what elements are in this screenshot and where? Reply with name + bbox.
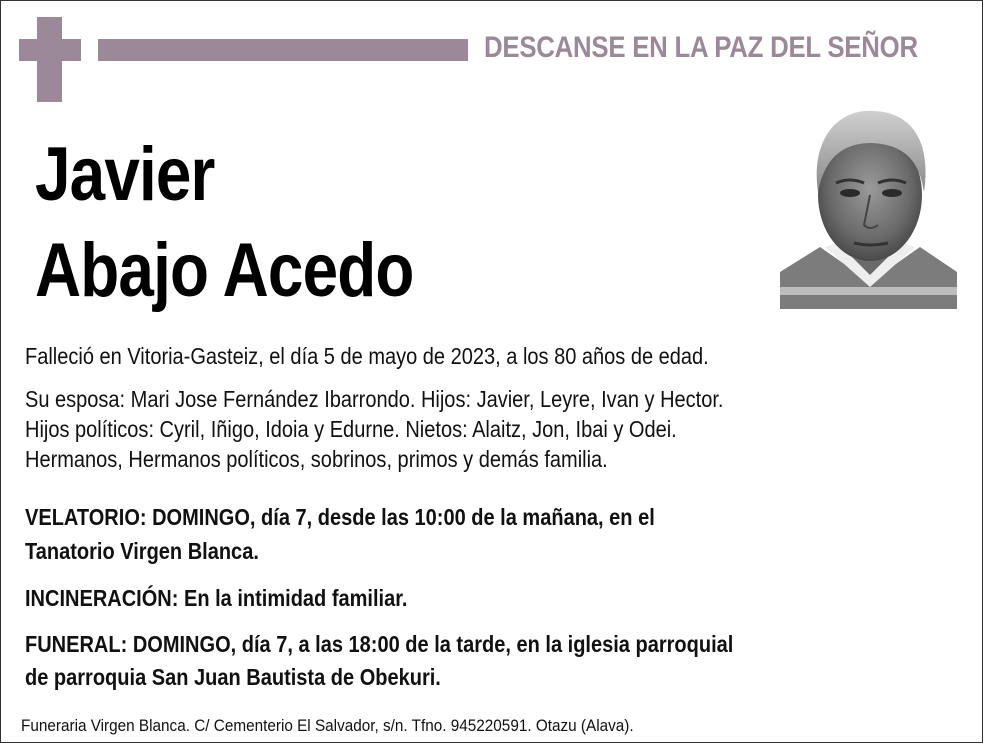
portrait-photo-icon bbox=[780, 97, 957, 309]
velatorio-line: Tanatorio Virgen Blanca. bbox=[25, 538, 259, 564]
funeral-line: FUNERAL: DOMINGO, día 7, a las 18:00 de la tarde, en la iglesia parroquial bbox=[25, 631, 734, 657]
header-rule bbox=[98, 39, 468, 61]
velatorio-line: VELATORIO: DOMINGO, día 7, desde las 10:00 de la mañana, en el bbox=[25, 504, 655, 530]
funeral-line: de parroquia San Juan Bautista de Obekuri. bbox=[25, 664, 441, 690]
header-title: DESCANSE EN LA PAZ DEL SEÑOR bbox=[484, 31, 918, 64]
cross-icon-horizontal bbox=[19, 39, 81, 61]
deceased-last-names: Abajo Acedo bbox=[35, 228, 414, 313]
incineracion-line: INCINERACIÓN: En la intimidad familiar. bbox=[25, 585, 408, 611]
portrait-photo bbox=[780, 97, 957, 309]
family-line: Su esposa: Mari Jose Fernández Ibarrondo. Hijos: Javier, Leyre, Ivan y Hector. bbox=[25, 386, 724, 412]
family-line: Hijos políticos: Cyril, Iñigo, Idoia y Edurne. Nietos: Alaitz, Jon, Ibai y Odei. bbox=[25, 416, 677, 442]
death-notice: Falleció en Vitoria-Gasteiz, el día 5 de mayo de 2023, a los 80 años de edad. bbox=[25, 343, 709, 369]
deceased-first-name: Javier bbox=[35, 132, 215, 217]
funeral-home-footer: Funeraria Virgen Blanca. C/ Cementerio El Salvador, s/n. Tfno. 945220591. Otazu (Alava). bbox=[21, 716, 634, 735]
family-line: Hermanos, Hermanos políticos, sobrinos, primos y demás familia. bbox=[25, 446, 608, 472]
